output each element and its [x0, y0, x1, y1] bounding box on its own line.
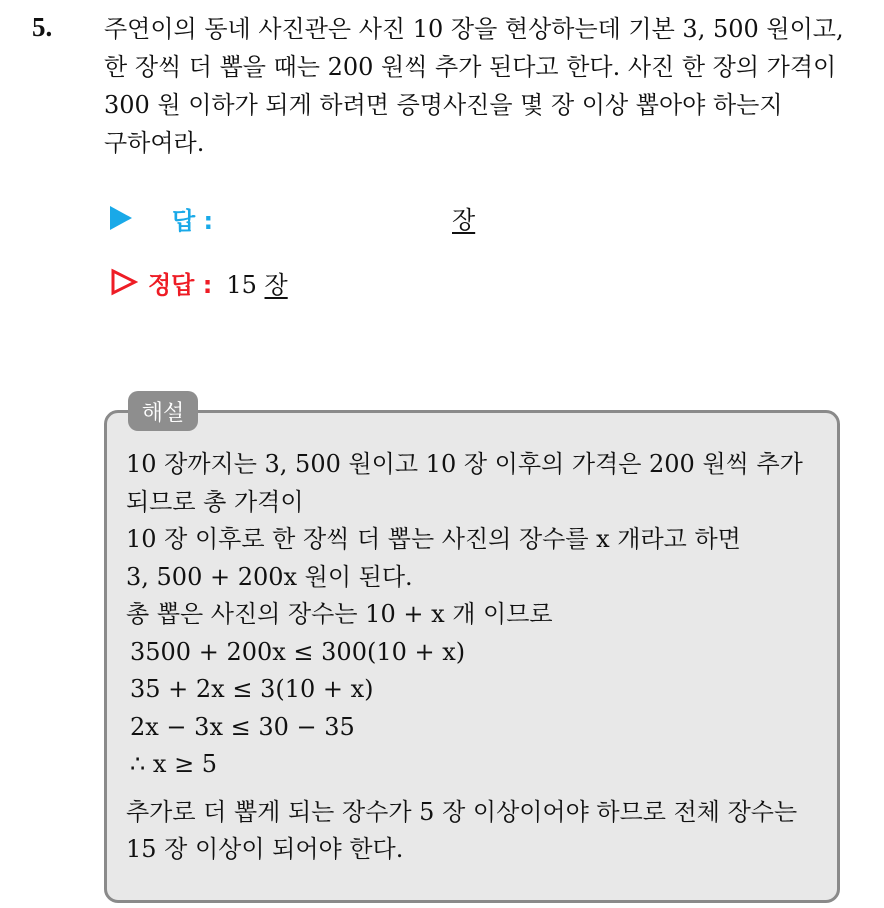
conclusion-line: 추가로 더 뽑게 되는 장수가 5 장 이상이어야 하므로 전체 장수는 [126, 797, 798, 826]
conclusion-line: 15 장 이상이 되어야 한다. [126, 835, 404, 863]
outline-triangle-icon [110, 268, 138, 296]
solution-line: 총 뽑은 사진의 장수는 10 + x 개 이므로 [126, 600, 553, 628]
answer-row [110, 198, 213, 238]
math-line: 3500 + 200x ≤ 300(10 + x) [130, 637, 466, 666]
math-line: 2x − 3x ≤ 30 − 35 [130, 712, 355, 741]
question-line: 한 장씩 더 뽑을 때는 200 원씩 추가 된다고 한다. 사진 한 장의 가격이 [104, 53, 837, 81]
solution-line: 10 장 이후로 한 장씩 더 뽑는 사진의 장수를 x 개라고 하면 [126, 525, 741, 553]
question-line: 300 원 이하가 되게 하려면 증명사진을 몇 장 이상 뽑아야 하는지 [104, 91, 783, 119]
solution-line: 10 장까지는 3, 500 원이고 10 장 이후의 가격은 200 원씩 추가 [126, 450, 803, 478]
question-line: 구하여라. [104, 129, 205, 157]
solution-tab: 해설 [128, 391, 198, 431]
solution-line: 되므로 총 가격이 [126, 487, 304, 516]
correct-answer-label: 정답 : [148, 270, 213, 299]
correct-answer-row [110, 262, 288, 302]
solution-body [126, 446, 836, 869]
correct-answer-unit: 장 [264, 270, 288, 299]
correct-answer-value-group [226, 265, 287, 300]
solution-line: 3, 500 + 200x 원이 된다. [126, 562, 413, 591]
filled-triangle-icon [110, 206, 132, 230]
answer-label: 답 : [172, 206, 214, 235]
question-line: 주연이의 동네 사진관은 사진 10 장을 현상하는데 기본 3, 500 원이고, [104, 15, 844, 43]
math-line: ∴ x ≥ 5 [130, 750, 218, 778]
math-line: 35 + 2x ≤ 3(10 + x) [130, 675, 374, 703]
question-text [104, 10, 864, 162]
question-number: 5. [32, 12, 53, 42]
correct-answer-value: 15 [226, 270, 257, 299]
answer-unit: 장 [452, 206, 476, 234]
